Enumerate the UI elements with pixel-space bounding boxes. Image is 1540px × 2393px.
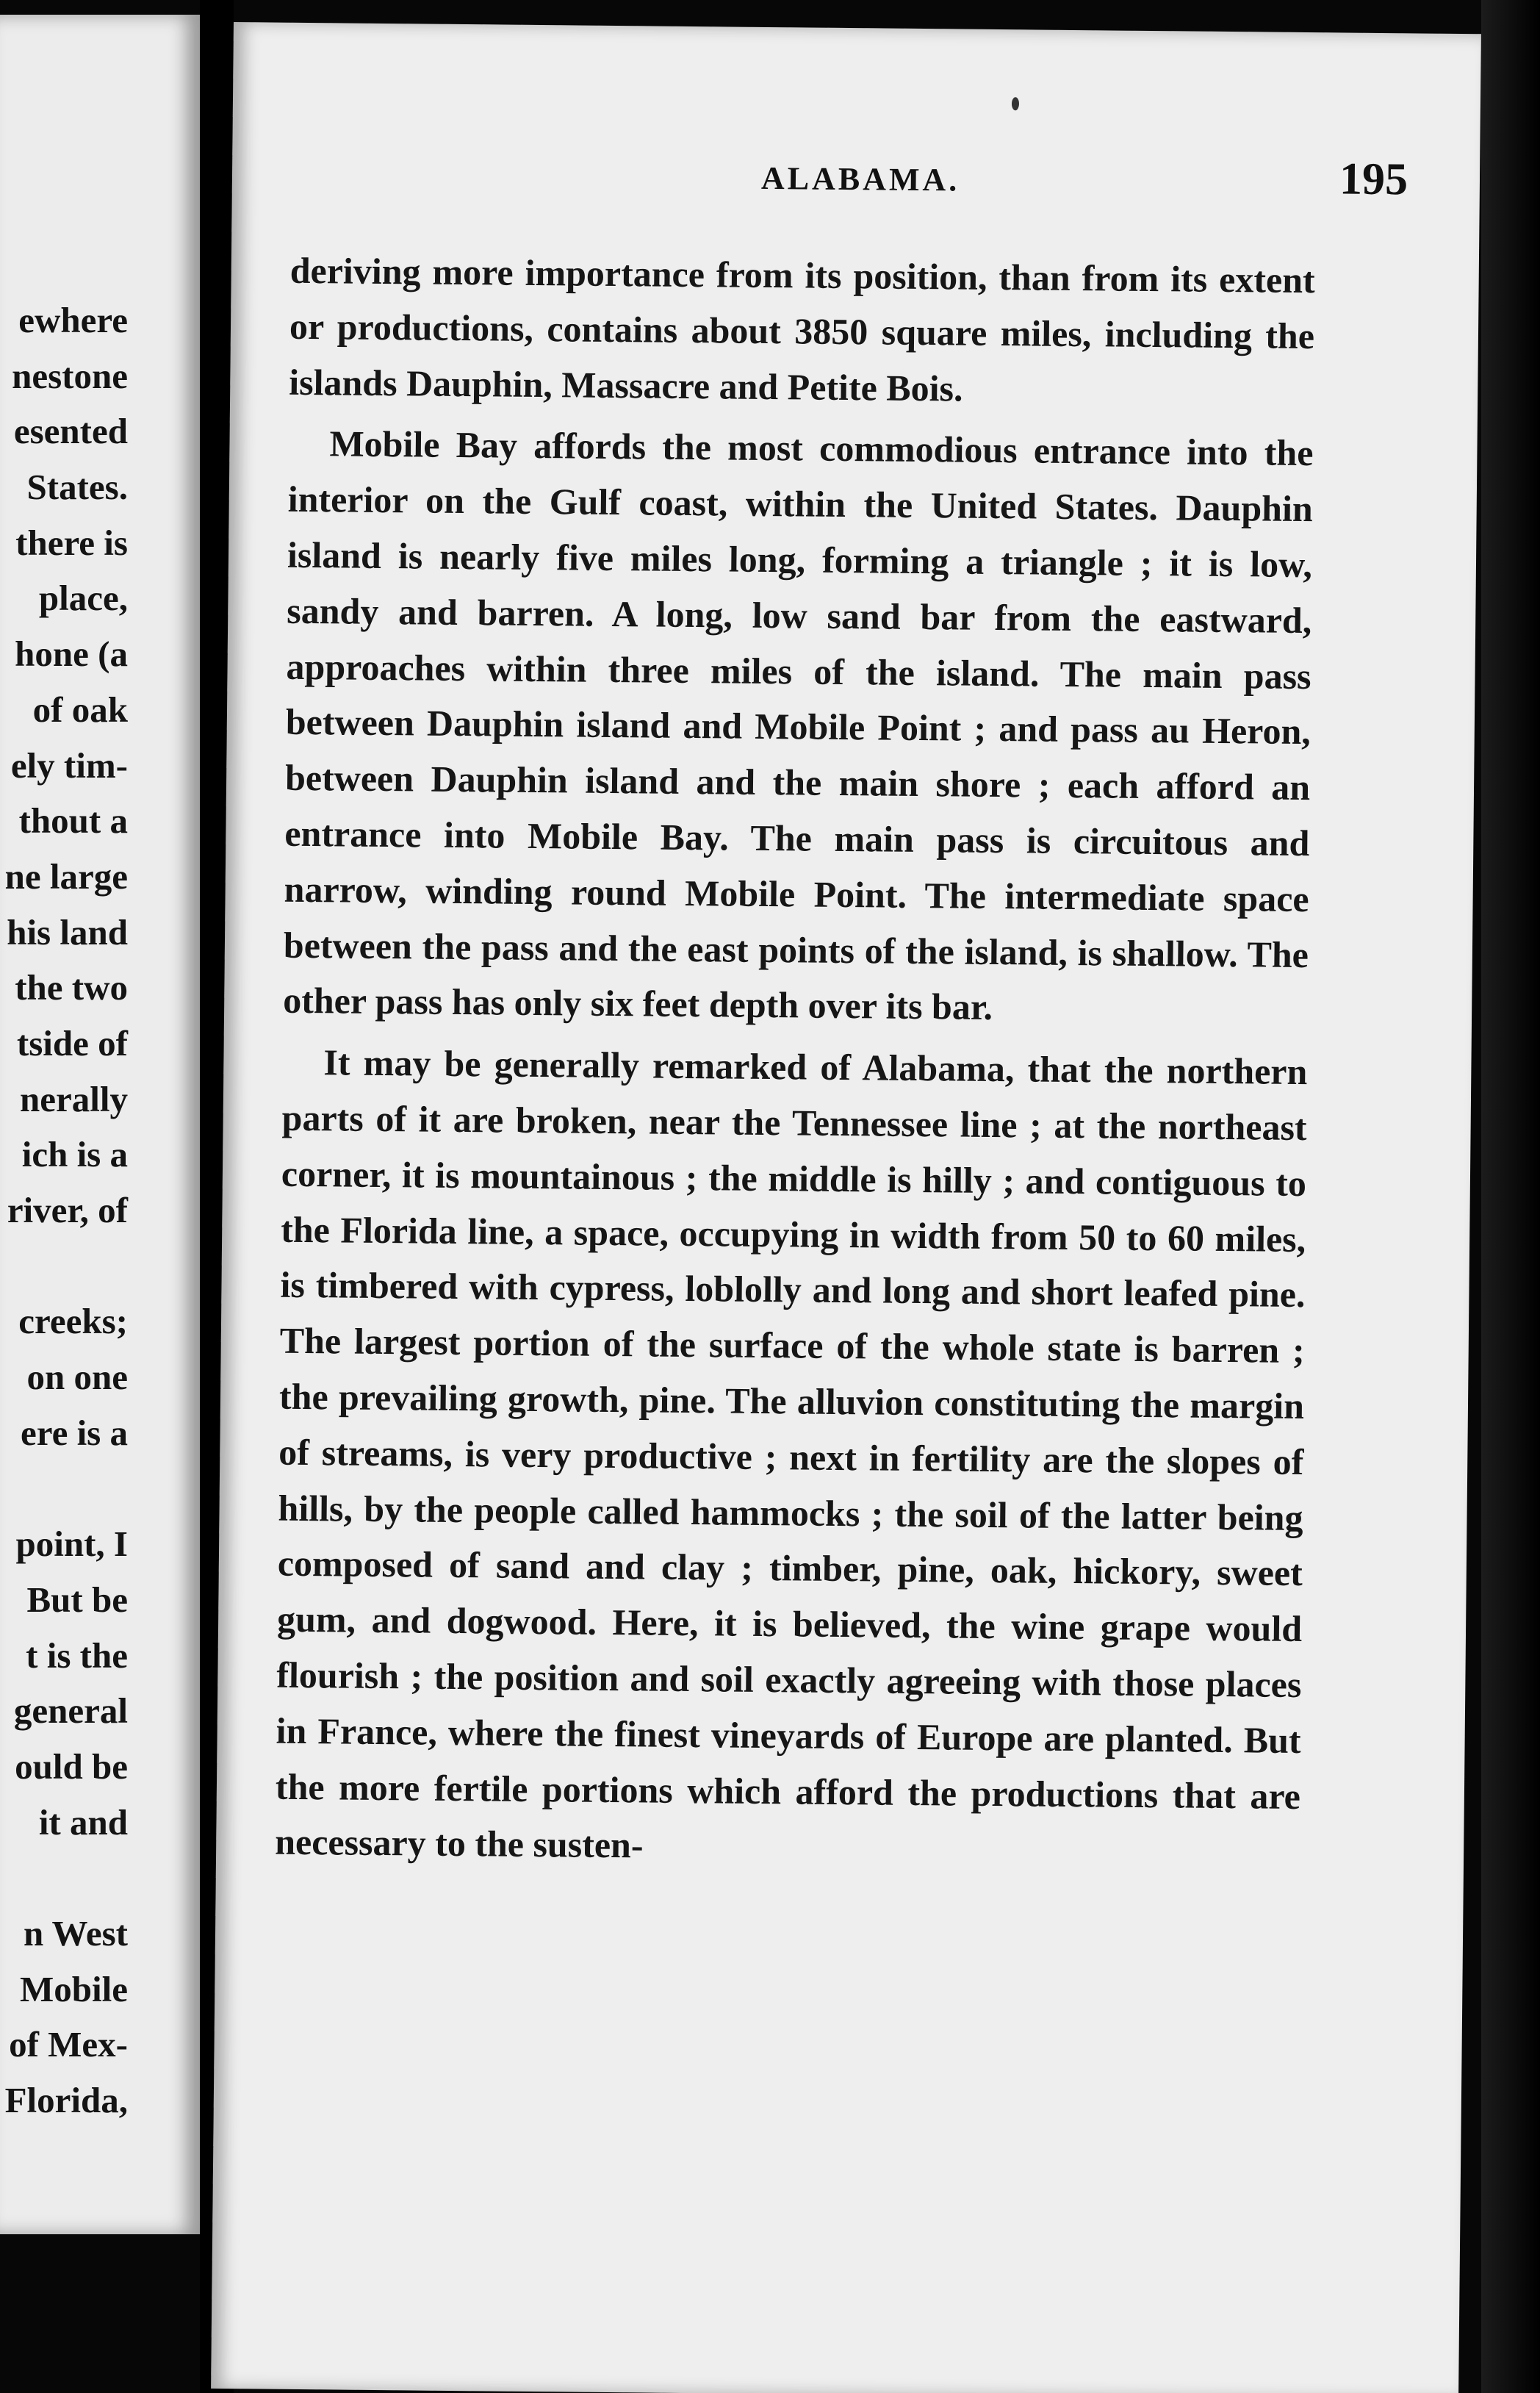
left-page-line: ne large xyxy=(4,855,128,897)
left-page-line: nestone xyxy=(12,355,128,396)
left-page-line: of oak xyxy=(32,689,128,730)
left-page-line: of Mex- xyxy=(9,2024,128,2065)
left-page-line: ould be xyxy=(15,1746,128,1787)
left-page-line: general xyxy=(13,1690,128,1732)
scan-dark-margin xyxy=(1481,0,1540,2393)
left-page-line: the two xyxy=(15,967,128,1008)
paragraph: deriving more importance from its position, than from its extent or productions, contains about 3850 square miles, including the islands Dauphin, Massacre and Petite Bois. xyxy=(289,249,1315,409)
left-page-line: ewhere xyxy=(18,300,128,340)
page-number: 195 xyxy=(1339,154,1408,205)
left-page-line: t is the xyxy=(26,1635,128,1676)
left-page-line: point, I xyxy=(15,1524,128,1565)
left-page-line: ere is a xyxy=(20,1412,128,1453)
left-page-line: States. xyxy=(26,467,128,508)
left-page-line: on one xyxy=(26,1357,128,1398)
left-page-line-fragments xyxy=(0,293,128,2128)
left-page-line: it and xyxy=(38,1801,128,1843)
left-page-line: thout a xyxy=(18,800,128,842)
left-page-line: ely tim- xyxy=(10,745,128,786)
ink-speck xyxy=(1012,97,1019,110)
left-page-line: creeks; xyxy=(18,1301,128,1342)
left-page-line: nerally xyxy=(20,1078,128,1119)
running-head xyxy=(291,140,1453,210)
left-page-line: Florida, xyxy=(4,2080,128,2120)
left-page-line: his land xyxy=(7,911,128,952)
left-page-line: there is xyxy=(15,522,128,563)
right-page xyxy=(211,22,1481,2393)
left-page-line: n West xyxy=(23,1912,128,1953)
left-page-line: esented xyxy=(13,411,128,452)
left-page-line: river, of xyxy=(7,1190,128,1230)
left-page-line: hone (a xyxy=(15,634,128,675)
page-body xyxy=(275,243,1315,1880)
left-page-line: But be xyxy=(26,1579,128,1620)
left-page-line: place, xyxy=(38,578,128,619)
paragraph: Mobile Bay affords the most commodious entrance into the interior on the Gulf coast, within the United States. Dauphin island is nearly five miles long, forming a triangle ; it is low, sandy and barren. A long, low sand bar from the eastward, approaches within three miles of the island. The main pass between Dauphin island and Mobile Point ; and pass au Heron, between Dauphin island and the main shore ; each afford an entrance into Mobile Bay. The main pass is circuitous and narrow, winding round Mobile Point. The intermediate space between the pass and the east points of the island, is shallow. The other pass has only six feet depth over its bar. xyxy=(282,423,1314,1028)
left-page-line xyxy=(0,1460,128,1516)
left-page-line xyxy=(0,1238,128,1294)
left-page-line: Mobile xyxy=(20,1968,128,2009)
left-page-line: tside of xyxy=(16,1022,128,1063)
left-page-line: ich is a xyxy=(21,1134,128,1175)
running-head-title: ALABAMA. xyxy=(760,159,960,198)
left-page-fragment xyxy=(0,15,200,2234)
paragraph: It may be generally remarked of Alabama, that the northern parts of it are broken, near the Tennessee line ; at the northeast corner, it is mountainous ; the middle is hilly ; and contiguous to the Florida line, a space, occupying in width from 50 to 60 miles, is timbered with cypress, loblolly and long and short leafed pine. The largest portion of the surface of the whole state is barren ; the prevailing growth, pine. The alluvion constituting the margin of streams, is very productive ; next in fertility are the slopes of hills, by the people called hammocks ; the soil of the latter being composed of sand and clay ; timber, pine, oak, hickory, sweet gum, and dogwood. Here, it is believed, the wine grape would flourish ; the position and soil exactly agreeing with those places in France, where the finest vineyards of Europe are planted. But the more fertile portions which afford the productions that are necessary to the susten- xyxy=(274,1041,1308,1866)
left-page-line xyxy=(0,1850,128,1906)
